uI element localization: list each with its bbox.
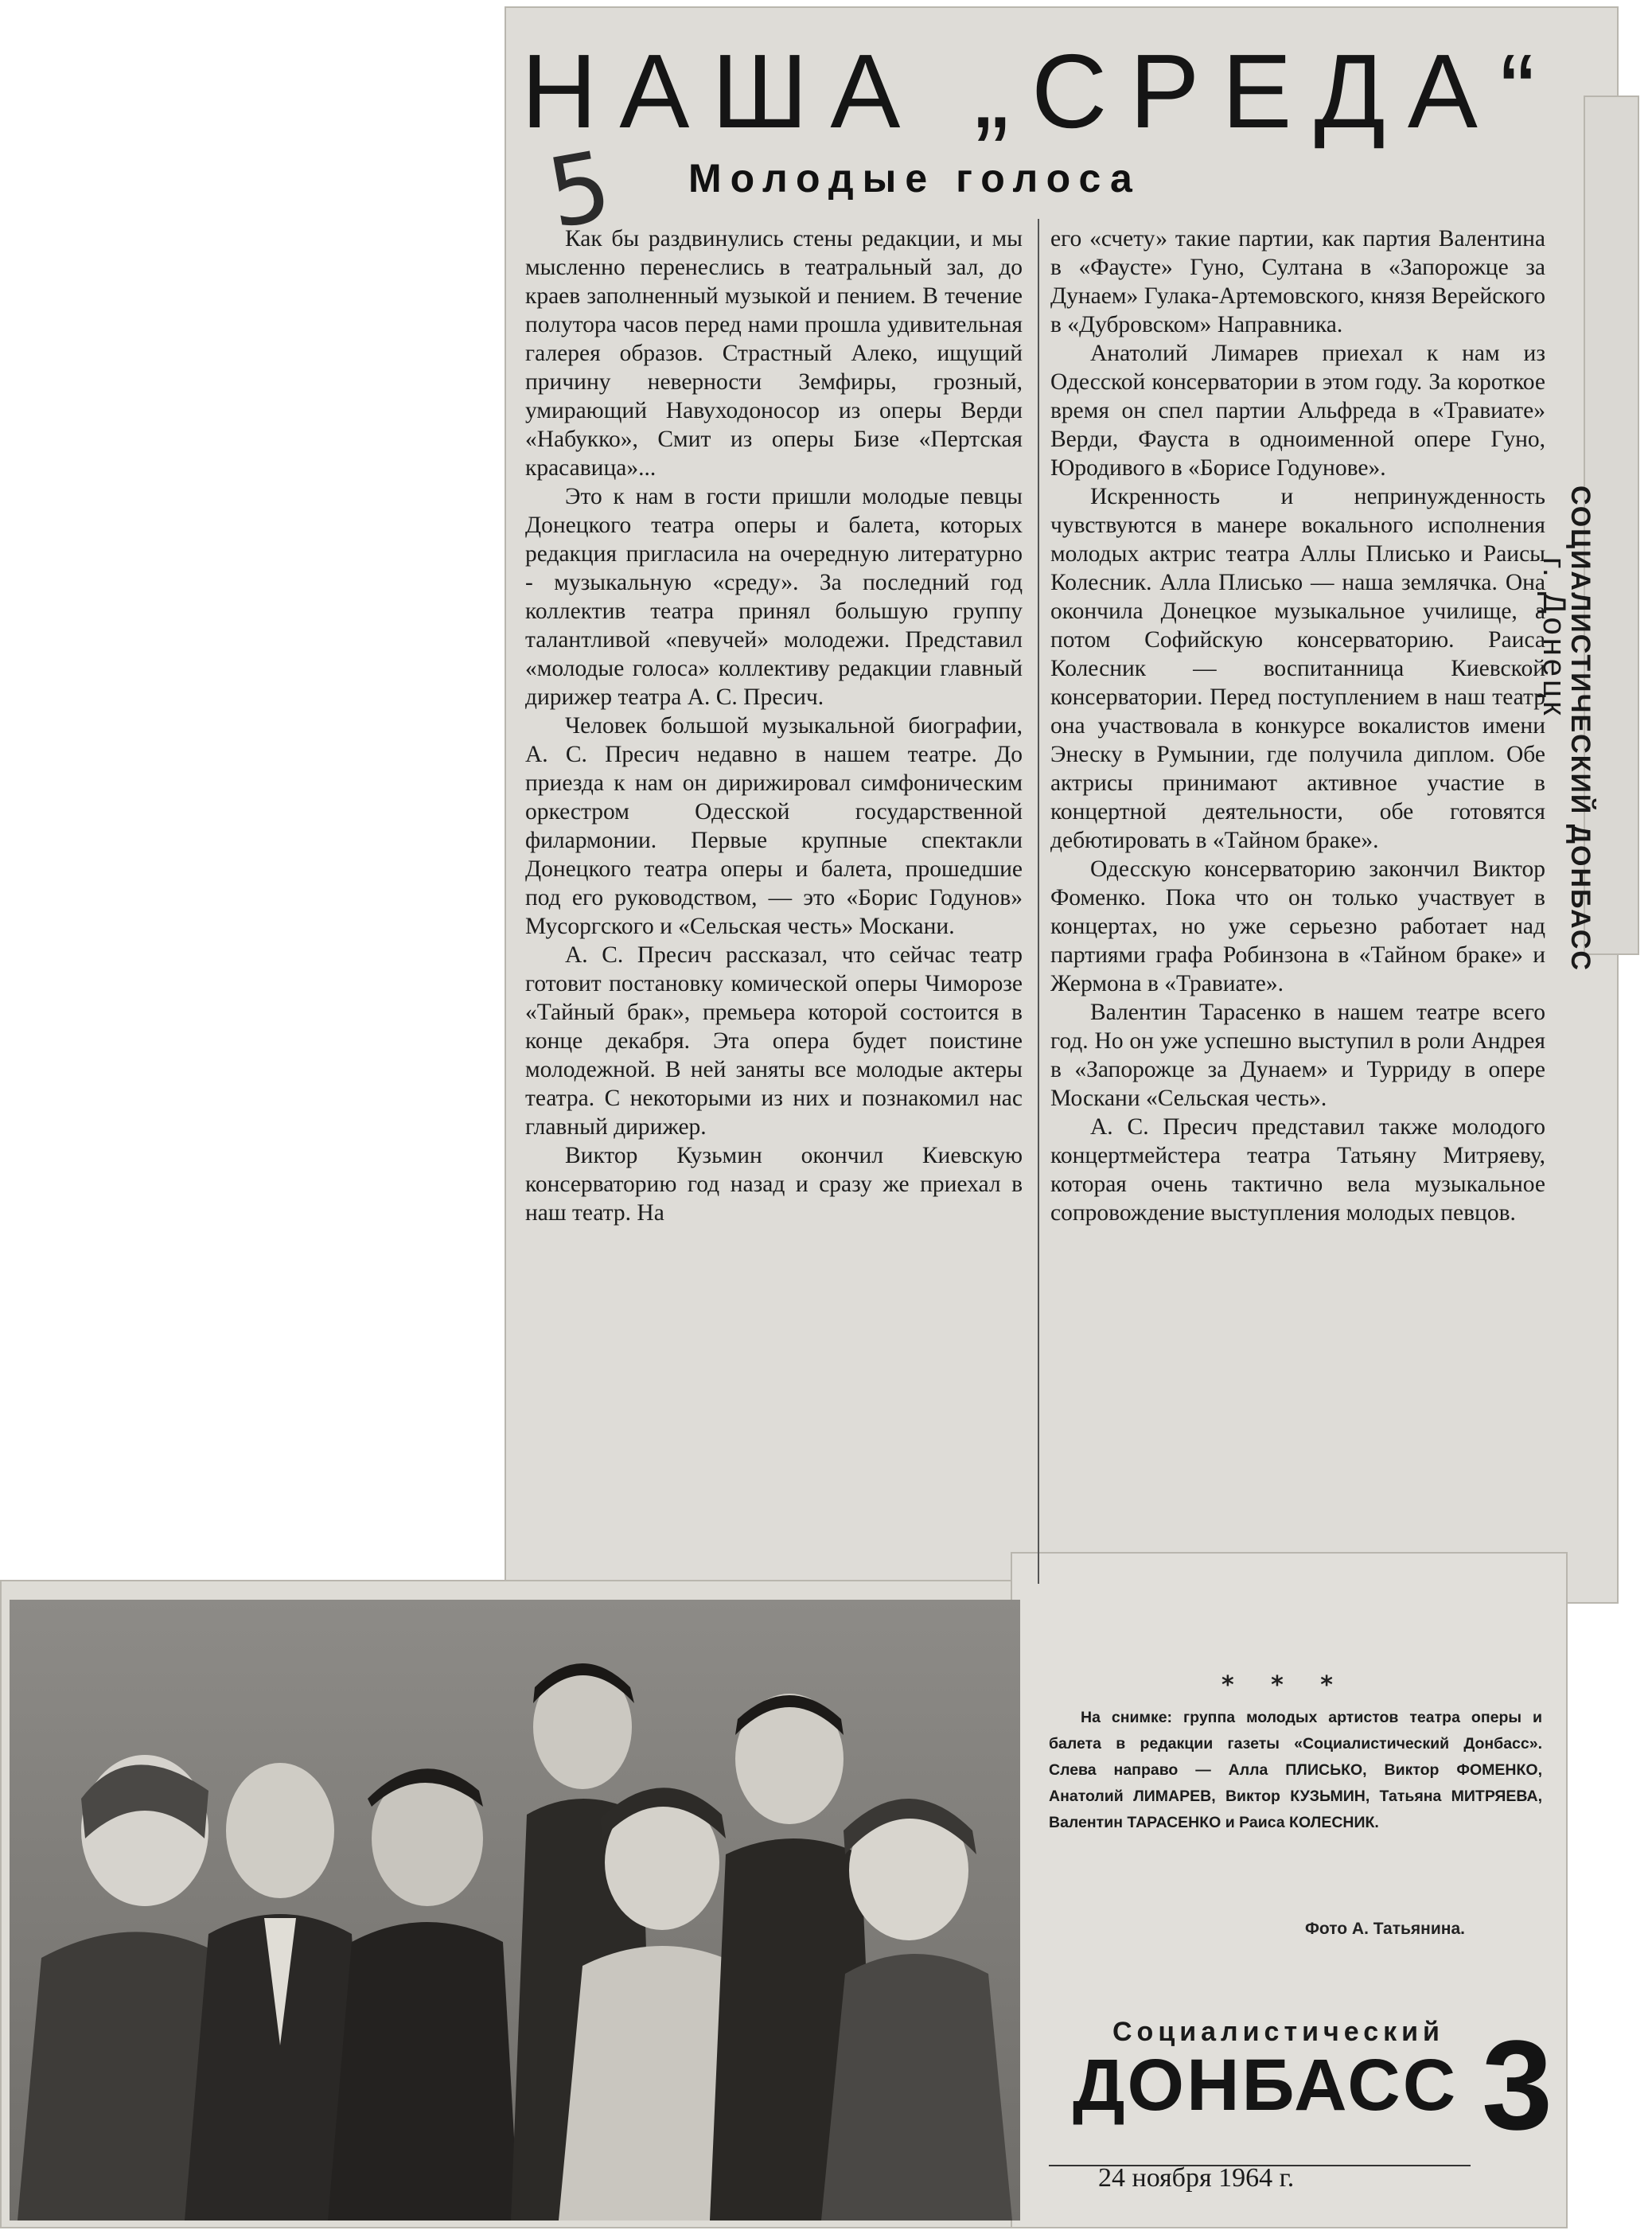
paragraph: его «счету» такие партии, как партия Валентина в «Фаусте» Гуно, Султана в «Запорожце за Дунаем» Гулака-Артемовского, князя Верейского в «Дубровском» Направника. [1050,226,1545,337]
paragraph: А. С. Пресич представил также молодого концертмейстера театра Татьяну Митряеву, которая очень тактично вела музыкальное сопровождение выступления молодых певцов. [1050,1114,1545,1226]
paragraph: Анатолий Лимарев приехал к нам из Одесской консерватории в этом году. За короткое время он спел партии Альфреда в «Травиате» Верди, Фауста в одноименной опере Гуно, Юродивого в «Борисе Годунове». [1050,341,1545,481]
paragraph: Человек большой музыкальной биографии, А. С. Пресич недавно в нашем театре. До приезда к нам он дирижировал симфоническим оркестром Одесской государственной филармонии. Первые крупные спектакли Донецкого театра оперы и балета, прошедшие под его руководством, — это «Борис Годунов» Мусоргского и «Сельская честь» Москани. [525,713,1023,939]
paragraph: Валентин Тарасенко в нашем театре всего год. Но он уже успешно выступил в роли Андрея в «Запорожце за Дунаем» и Турриду в опере Москани «Сельская честь». [1050,1000,1545,1111]
caption-text: На снимке: группа молодых артистов театра оперы и балета в редакции газеты «Социалистический Донбасс». Слева направо — Алла ПЛИСЬКО, Виктор ФОМЕНКО, Анатолий ЛИМАРЕВ, Виктор КУЗЬМИН, Татьяна МИТРЯЕВА, Валентин ТАРАСЕНКО и Раиса КОЛЕСНИК. [1049,1709,1542,1831]
masthead-title: ДОНБАСС [1073,2045,1459,2126]
group-photo [10,1600,1020,2220]
side-stamp-city: г. Донецк [1537,557,1572,719]
article-column-1 [525,224,1023,1227]
paragraph: Виктор Кузьмин окончил Киевскую консерваторию год назад и сразу же приехал в наш театр. На [525,1143,1023,1226]
section-stars: * * * [1221,1671,1347,1699]
group-photo-image [10,1600,1020,2220]
column-divider [1038,219,1039,1584]
masthead-small: Социалистический [1112,2017,1444,2047]
page-number: 3 [1482,2014,1553,2156]
photo-caption [1049,1705,1542,1836]
paragraph: А. С. Пресич рассказал, что сейчас театр готовит постановку комической оперы Чиморозе «Тайный брак», премьера которой состоится в конце декабря. Эта опера будет поистине молодежной. В ней заняты все молодые актеры театра. С некоторыми из них и познакомил нас главный дирижер. [525,942,1023,1140]
photo-credit: Фото А. Татьянина. [1305,1920,1465,1938]
paragraph: Как бы раздвинулись стены редакции, и мы мысленно перенеслись в театральный зал, до краев заполненный музыкой и пением. В течение полутора часов перед нами прошла удивительная галерея образов. Страстный Алеко, ищущий причину неверности Земфиры, грозный, умирающий Навуходоносор из оперы Верди «Набукко», Смит из оперы Бизе «Пертская красавица»... [525,226,1023,481]
paragraph: Одесскую консерваторию закончил Виктор Фоменко. Пока что он только участвует в концертах, но уже серьезно работает над партиями графа Робинзона в «Тайном браке» и Жермона в «Травиате». [1050,856,1545,996]
subheadline: Молодые голоса [688,156,1141,201]
handwritten-number: 5 [540,131,619,251]
paragraph: Это к нам в гости пришли молодые певцы Донецкого театра оперы и балета, которых редакция пригласила на очередную литературно - музыкальную «среду». За последний год коллектив театра принял большую группу талантливой «певучей» молодежи. Представил «молодые голоса» коллективу редакции главный дирижер театра А. С. Пресич. [525,484,1023,710]
side-stamp-paper: СОЦИАЛИСТИЧЕСКИЙ ДОНБАСС [1565,485,1596,972]
issue-date: 24 ноября 1964 г. [1098,2163,1295,2193]
article-column-2 [1050,224,1545,1227]
headline: НАША „СРЕДА“ [521,33,1557,150]
paragraph: Искренность и непринужденность чувствуются в манере вокального исполнения молодых актрис театра Аллы Плисько и Раисы Колесник. Алла Плисько — наша землячка. Она окончила Донецкое музыкальное училище, а потом Софийскую консерваторию. Раиса Колесник — воспитанница Киевской консерватории. Перед поступлением в наш театр она участвовала в конкурсе вокалистов имени Энеску в Румынии, где получила диплом. Обе актрисы принимают активное участие в концертной деятельности, обе готовятся дебютировать в «Тайном браке». [1050,484,1545,853]
